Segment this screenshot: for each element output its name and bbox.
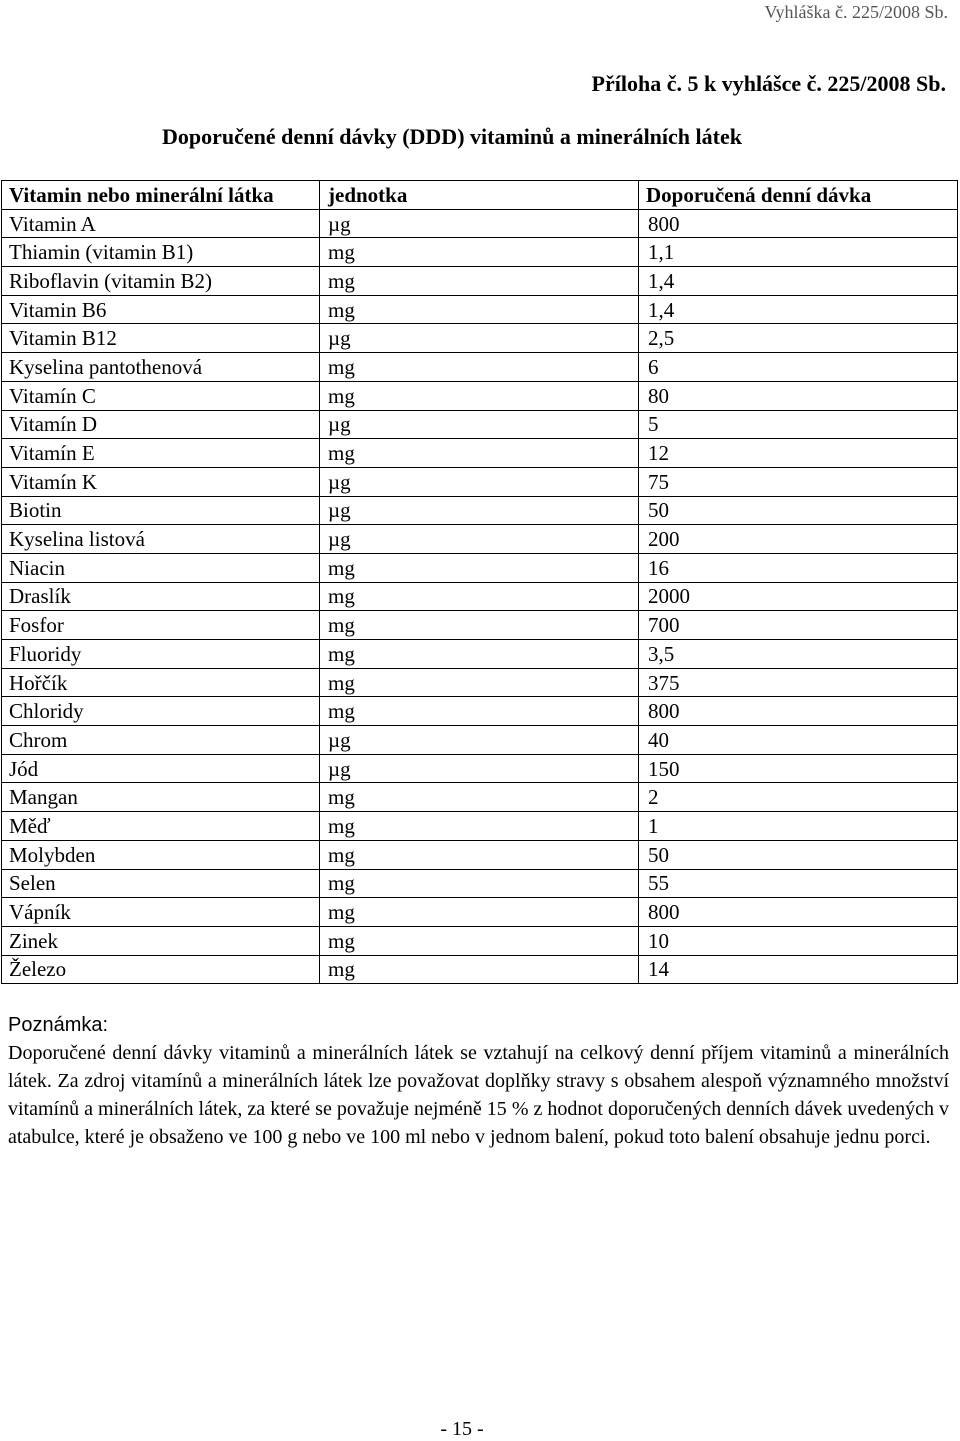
note-label: Poznámka: bbox=[8, 1014, 109, 1036]
table-row bbox=[2, 697, 958, 726]
table-row bbox=[2, 668, 958, 697]
cell-substance: Draslík bbox=[2, 582, 320, 611]
cell-substance: Hořčík bbox=[2, 668, 320, 697]
note-text: Doporučené denní dávky vitaminů a minerálních látek se vztahují na celkový denní příjem vitaminů a minerálních látek. Za zdroj vitamínů a minerálních látek lze považovat doplňky stravy s obsahem alespoň významného množství vitamínů a minerálních látek, za které se považuje nejméně 15 % z hodnot doporučených denních dávek uvedených v atabulce, které je obsaženo ve 100 g nebo ve 100 ml nebo v jednom balení, pokud toto balení obsahuje jednu porci. bbox=[8, 1042, 949, 1148]
table-row bbox=[2, 496, 958, 525]
cell-substance: Chrom bbox=[2, 726, 320, 755]
table-row bbox=[2, 726, 958, 755]
table-header-row bbox=[2, 181, 958, 210]
cell-substance: Riboflavin (vitamin B2) bbox=[2, 267, 320, 296]
cell-unit: µg bbox=[320, 467, 639, 496]
table-row bbox=[2, 783, 958, 812]
cell-value: 40 bbox=[639, 726, 958, 755]
cell-unit: mg bbox=[320, 553, 639, 582]
cell-unit: mg bbox=[320, 611, 639, 640]
cell-unit: mg bbox=[320, 439, 639, 468]
cell-value: 55 bbox=[639, 869, 958, 898]
cell-unit: mg bbox=[320, 640, 639, 669]
cell-substance: Vápník bbox=[2, 898, 320, 927]
cell-value: 800 bbox=[639, 209, 958, 238]
cell-value: 700 bbox=[639, 611, 958, 640]
cell-unit: mg bbox=[320, 812, 639, 841]
cell-value: 80 bbox=[639, 381, 958, 410]
cell-unit: µg bbox=[320, 209, 639, 238]
cell-unit: mg bbox=[320, 381, 639, 410]
cell-unit: µg bbox=[320, 754, 639, 783]
cell-substance: Vitamin B6 bbox=[2, 295, 320, 324]
cell-value: 50 bbox=[639, 496, 958, 525]
document-title: Doporučené denní dávky (DDD) vitaminů a minerálních látek bbox=[162, 124, 742, 149]
cell-value: 800 bbox=[639, 898, 958, 927]
cell-substance: Jód bbox=[2, 754, 320, 783]
cell-unit: mg bbox=[320, 668, 639, 697]
table-row bbox=[2, 898, 958, 927]
cell-value: 800 bbox=[639, 697, 958, 726]
cell-value: 2,5 bbox=[639, 324, 958, 353]
table-row bbox=[2, 439, 958, 468]
table-row bbox=[2, 295, 958, 324]
table-row bbox=[2, 955, 958, 984]
header-unit: jednotka bbox=[320, 181, 639, 210]
cell-value: 50 bbox=[639, 840, 958, 869]
cell-unit: mg bbox=[320, 582, 639, 611]
cell-substance: Vitamín C bbox=[2, 381, 320, 410]
cell-value: 5 bbox=[639, 410, 958, 439]
table-row bbox=[2, 525, 958, 554]
cell-unit: mg bbox=[320, 926, 639, 955]
running-header: Vyhláška č. 225/2008 Sb. bbox=[764, 2, 948, 22]
table-row bbox=[2, 553, 958, 582]
table-row bbox=[2, 611, 958, 640]
cell-unit: mg bbox=[320, 869, 639, 898]
cell-value: 2 bbox=[639, 783, 958, 812]
cell-unit: mg bbox=[320, 267, 639, 296]
table-row bbox=[2, 353, 958, 382]
cell-substance: Fluoridy bbox=[2, 640, 320, 669]
cell-substance: Vitamín D bbox=[2, 410, 320, 439]
table-row bbox=[2, 582, 958, 611]
recommended-daily-allowance-table bbox=[1, 180, 958, 984]
cell-substance: Železo bbox=[2, 955, 320, 984]
table-row bbox=[2, 267, 958, 296]
cell-substance: Fosfor bbox=[2, 611, 320, 640]
cell-value: 6 bbox=[639, 353, 958, 382]
cell-substance: Thiamin (vitamin B1) bbox=[2, 238, 320, 267]
table-row bbox=[2, 812, 958, 841]
cell-substance: Molybden bbox=[2, 840, 320, 869]
cell-value: 375 bbox=[639, 668, 958, 697]
cell-value: 150 bbox=[639, 754, 958, 783]
cell-substance: Vitamin A bbox=[2, 209, 320, 238]
cell-value: 3,5 bbox=[639, 640, 958, 669]
cell-value: 200 bbox=[639, 525, 958, 554]
table-row bbox=[2, 869, 958, 898]
table-row bbox=[2, 238, 958, 267]
cell-unit: mg bbox=[320, 840, 639, 869]
cell-value: 14 bbox=[639, 955, 958, 984]
table-row bbox=[2, 754, 958, 783]
cell-value: 1,1 bbox=[639, 238, 958, 267]
table-row bbox=[2, 209, 958, 238]
cell-substance: Kyselina pantothenová bbox=[2, 353, 320, 382]
table-row bbox=[2, 410, 958, 439]
table-row bbox=[2, 640, 958, 669]
cell-value: 1,4 bbox=[639, 267, 958, 296]
cell-unit: mg bbox=[320, 295, 639, 324]
cell-value: 2000 bbox=[639, 582, 958, 611]
cell-unit: µg bbox=[320, 410, 639, 439]
table-row bbox=[2, 840, 958, 869]
cell-substance: Vitamín K bbox=[2, 467, 320, 496]
cell-unit: mg bbox=[320, 238, 639, 267]
annex-label: Příloha č. 5 k vyhlášce č. 225/2008 Sb. bbox=[591, 71, 946, 96]
table-row bbox=[2, 926, 958, 955]
table-row bbox=[2, 324, 958, 353]
cell-substance: Biotin bbox=[2, 496, 320, 525]
table-row bbox=[2, 467, 958, 496]
cell-value: 75 bbox=[639, 467, 958, 496]
cell-value: 1,4 bbox=[639, 295, 958, 324]
cell-substance: Kyselina listová bbox=[2, 525, 320, 554]
cell-value: 16 bbox=[639, 553, 958, 582]
cell-value: 1 bbox=[639, 812, 958, 841]
cell-unit: µg bbox=[320, 525, 639, 554]
cell-unit: µg bbox=[320, 496, 639, 525]
cell-unit: mg bbox=[320, 783, 639, 812]
table-row bbox=[2, 381, 958, 410]
cell-substance: Niacin bbox=[2, 553, 320, 582]
cell-substance: Měď bbox=[2, 812, 320, 841]
table-body bbox=[2, 209, 958, 984]
cell-unit: mg bbox=[320, 955, 639, 984]
cell-unit: µg bbox=[320, 726, 639, 755]
cell-unit: mg bbox=[320, 898, 639, 927]
cell-substance: Zinek bbox=[2, 926, 320, 955]
cell-substance: Selen bbox=[2, 869, 320, 898]
page-number: - 15 - bbox=[440, 1418, 484, 1440]
cell-substance: Vitamín E bbox=[2, 439, 320, 468]
header-substance: Vitamin nebo minerální látka bbox=[2, 181, 320, 210]
cell-value: 12 bbox=[639, 439, 958, 468]
header-daily-dose: Doporučená denní dávka bbox=[639, 181, 958, 210]
cell-substance: Mangan bbox=[2, 783, 320, 812]
cell-unit: mg bbox=[320, 697, 639, 726]
cell-substance: Vitamin B12 bbox=[2, 324, 320, 353]
cell-substance: Chloridy bbox=[2, 697, 320, 726]
cell-value: 10 bbox=[639, 926, 958, 955]
cell-unit: mg bbox=[320, 353, 639, 382]
cell-unit: µg bbox=[320, 324, 639, 353]
